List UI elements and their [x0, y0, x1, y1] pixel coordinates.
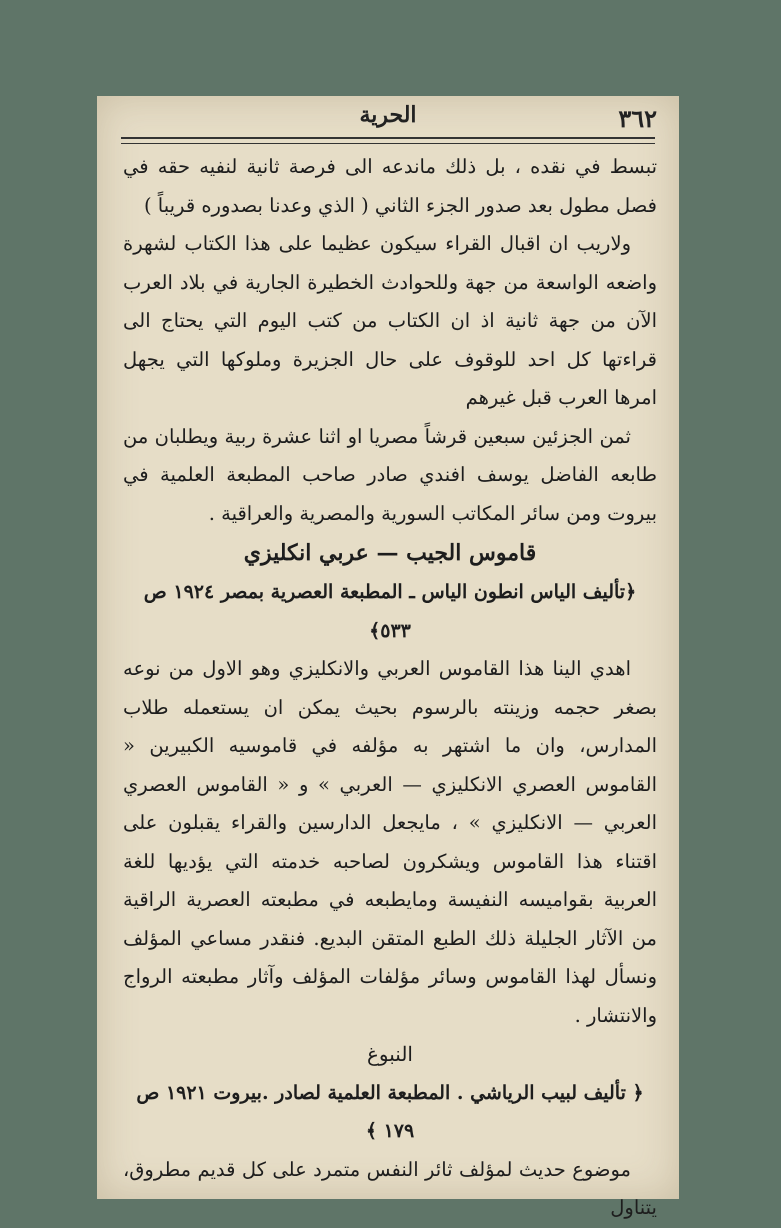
page-body — [123, 148, 657, 1228]
page-header — [97, 96, 679, 140]
paragraph-5: موضوع حديث لمؤلف ثائر النفس متمرد على كل قديم مطروق، يتناول — [123, 1157, 657, 1219]
citation-genius: ﴿ تأليف لبيب الرياشي . المطبعة العلمية لصادر .بيروت ١٩٢١ ص ١٧٩ ﴾ — [136, 1081, 644, 1142]
header-rule — [121, 137, 655, 144]
running-title: الحرية — [359, 102, 417, 128]
paragraph-1: تبسط في نقده ، بل ذلك ماندعه الى فرصة ثانية لنفيه حقه في فصل مطول بعد صدور الجزء الثاني ( الذي وعدنا بصدوره قريباً ) — [123, 155, 657, 217]
book-page — [97, 96, 679, 1219]
paragraph-4: اهدي الينا هذا القاموس العربي والانكليزي وهو الاول من نوعه بصغر حجمه وزينته بالرسوم بحيث يمكن ان يستعمله طلاب المدارس، وان ما اشتهر به مؤلفه في قاموسيه الكبيرين « القاموس العصري الانكليزي — العربي » و « القاموس العصري العربي — الانكليزي » ، مايجعل الدارسين والقراء يقبلون على اقتناء هذا القاموس ويشكرون لصاحبه خدمته التي يؤديها للغة العربية بقواميسه النفيسة ومايطبعه في مطبعته العصرية الراقية من الآثار الجليلة ذلك الطبع المتقن البديع. فنقدر مساعي المؤلف ونسأل لهذا القاموس وسائر مؤلفات المؤلف وآثار مطبعته الرواج والانتشار . — [123, 657, 657, 1027]
page-number: ٣٦٢ — [618, 104, 657, 133]
paragraph-2: ولاريب ان اقبال القراء سيكون عظيما على هذا الكتاب لشهرة واضعه الواسعة من جهة وللحوادث الخطيرة الجارية في بلاد العرب الآن من جهة ثانية اذ ان الكتاب من كتب اليوم التي يحتاج الى قراءتها كل احد للوقوف على حال الجزيرة وملوكها التي يجهل امرها العرب قبل غيرهم — [123, 232, 657, 409]
paragraph-3: ثمن الجزئين سبعين قرشاً مصريا او اثنا عشرة ربية ويطلبان من طابعه الفاضل يوسف افندي صادر صاحب المطبعة العلمية في بيروت ومن سائر المكاتب السورية والمصرية والعراقية . — [123, 424, 657, 525]
section-title-dictionary: قاموس الجيب — عربي انكليزي — [243, 540, 537, 566]
citation-dictionary: ﴿تأليف الياس انطون الياس ـ المطبعة العصرية بمصر ١٩٢٤ ص ٥٣٣﴾ — [143, 581, 637, 642]
section-title-genius: النبوغ — [367, 1042, 413, 1066]
